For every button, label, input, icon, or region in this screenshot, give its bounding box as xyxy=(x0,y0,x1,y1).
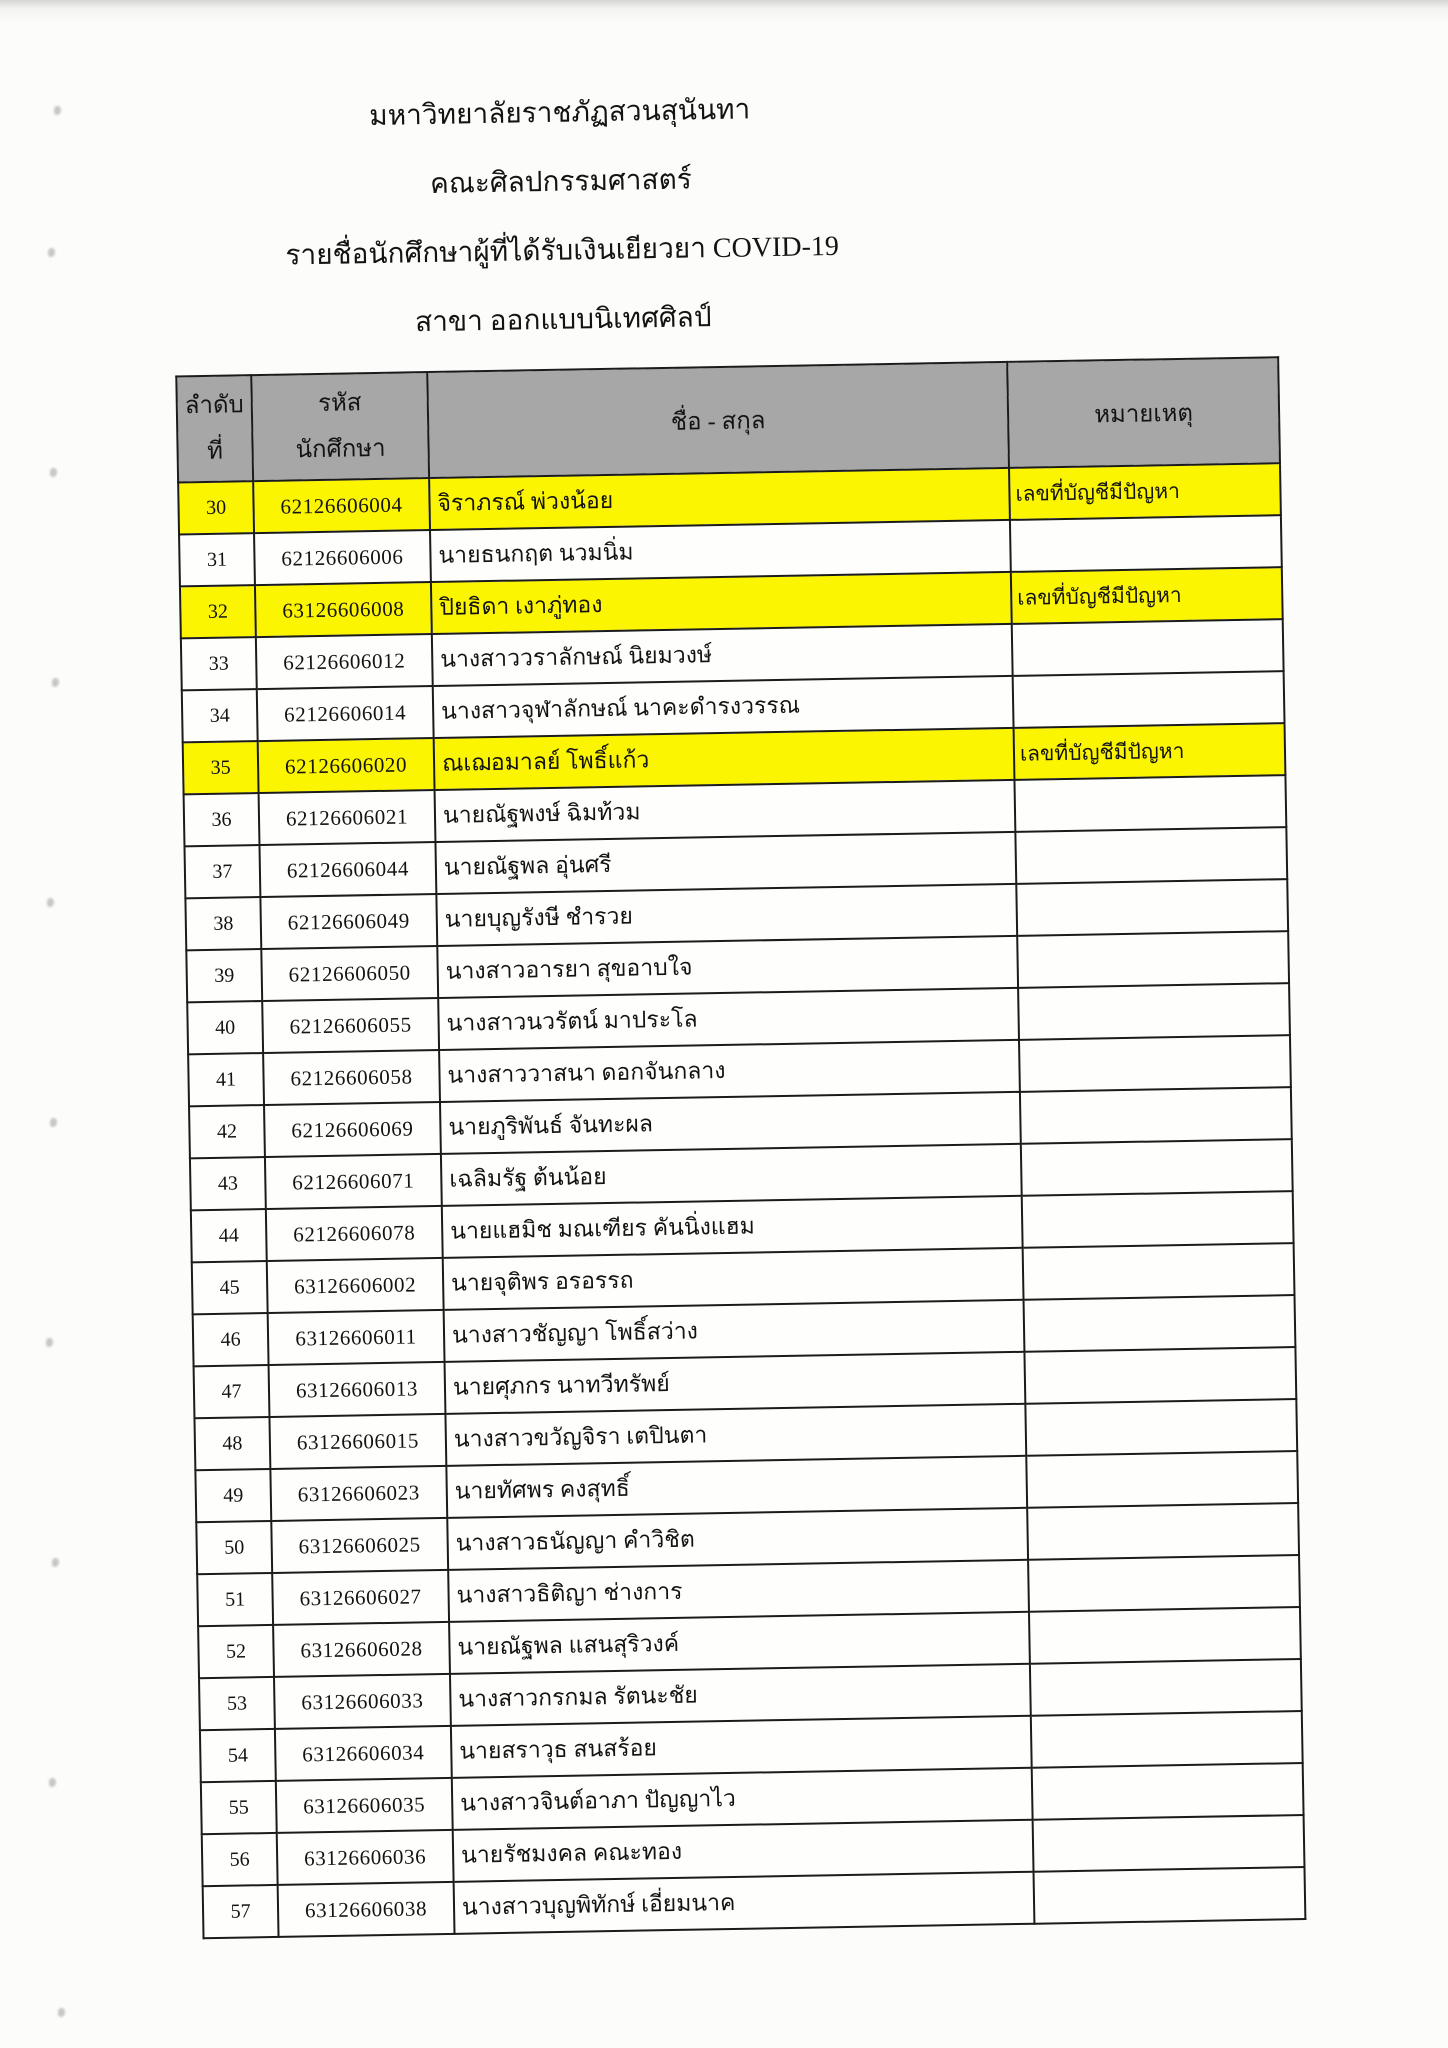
remark-cell xyxy=(1031,1711,1303,1768)
row-number-cell: 52 xyxy=(198,1625,274,1678)
row-number-cell: 47 xyxy=(194,1365,270,1418)
remark-cell xyxy=(1013,671,1285,728)
remark-cell xyxy=(1017,931,1289,988)
student-name-cell: นายแฮมิช มณเฑียร คันนิ่งแฮม xyxy=(442,1196,1023,1258)
student-name-cell: นายสราวุธ สนสร้อย xyxy=(451,1716,1032,1778)
student-id-cell: 63126606033 xyxy=(274,1674,451,1729)
row-number-cell: 48 xyxy=(194,1417,270,1470)
row-number-cell: 34 xyxy=(182,689,258,742)
student-name-cell: ปิยธิดา เงาภู่ทอง xyxy=(431,572,1012,634)
student-name-cell: นางสาวชัญญา โพธิ์สว่าง xyxy=(444,1300,1025,1362)
row-number-cell: 51 xyxy=(197,1573,273,1626)
student-id-cell: 62126606044 xyxy=(259,842,436,897)
column-header-order-number xyxy=(176,375,253,482)
student-id-cell: 62126606020 xyxy=(258,738,435,793)
remark-cell xyxy=(1020,1087,1292,1144)
row-number-cell: 49 xyxy=(195,1469,271,1522)
remark-cell xyxy=(1024,1347,1296,1404)
student-id-cell: 62126606071 xyxy=(265,1154,442,1209)
column-header-order-number-line2: ที่ xyxy=(206,438,224,465)
student-name-cell: นายณัฐพงษ์ ฉิมท้วม xyxy=(435,780,1016,842)
row-number-cell: 43 xyxy=(190,1157,266,1210)
student-name-cell: นางสาวจินต์อาภา ปัญญาไว xyxy=(452,1768,1033,1830)
remark-cell xyxy=(1010,515,1282,572)
column-header-student-id xyxy=(251,372,429,481)
row-number-cell: 54 xyxy=(200,1729,276,1782)
remark-cell xyxy=(1019,1035,1291,1092)
row-number-cell: 45 xyxy=(192,1261,268,1314)
remark-cell xyxy=(1023,1243,1295,1300)
remark-cell xyxy=(1022,1191,1294,1248)
column-header-name: ชื่อ - สกุล xyxy=(427,362,1009,478)
student-name-cell: นางสาวขวัญจิรา เตปินตา xyxy=(445,1404,1026,1466)
student-name-cell: นางสาววาสนา ดอกจันกลาง xyxy=(439,1040,1020,1102)
row-number-cell: 42 xyxy=(189,1105,265,1158)
remark-cell: เลขที่บัญชีมีปัญหา xyxy=(1011,567,1283,624)
student-name-cell: นางสาวนวรัตน์ มาประโล xyxy=(438,988,1019,1050)
row-number-cell: 57 xyxy=(203,1885,279,1938)
remark-cell xyxy=(1014,775,1286,832)
student-id-cell: 62126606049 xyxy=(260,894,437,949)
student-name-cell: นายณัฐพล อุ่นศรี xyxy=(435,832,1016,894)
student-id-cell: 63126606034 xyxy=(275,1726,452,1781)
row-number-cell: 39 xyxy=(186,949,262,1002)
row-number-cell: 31 xyxy=(179,533,255,586)
row-number-cell: 44 xyxy=(191,1209,267,1262)
student-name-cell: นายธนกฤต นวมนิ่ม xyxy=(430,520,1011,582)
student-name-cell: ณเฌอมาลย์ โพธิ์แก้ว xyxy=(434,728,1015,790)
remark-cell: เลขที่บัญชีมีปัญหา xyxy=(1009,463,1281,520)
remark-cell xyxy=(1027,1503,1299,1560)
student-id-cell: 63126606038 xyxy=(278,1882,455,1937)
row-number-cell: 35 xyxy=(183,741,259,794)
remark-cell xyxy=(1029,1607,1301,1664)
student-id-cell: 62126606078 xyxy=(266,1206,443,1261)
student-id-cell: 62126606050 xyxy=(261,946,438,1001)
student-id-cell: 63126606027 xyxy=(272,1570,449,1625)
remark-cell xyxy=(1024,1295,1296,1352)
row-number-cell: 38 xyxy=(185,897,261,950)
column-header-student-id-line2: นักศึกษา xyxy=(295,435,386,464)
remark-cell xyxy=(1032,1763,1304,1820)
student-name-cell: นางสาวจุฬาลักษณ์ นาคะดำรงวรรณ xyxy=(433,676,1014,738)
student-id-cell: 62126606004 xyxy=(253,478,430,533)
remark-cell: เลขที่บัญชีมีปัญหา xyxy=(1014,723,1286,780)
column-header-remark: หมายเหตุ xyxy=(1007,357,1280,468)
student-id-cell: 63126606013 xyxy=(269,1362,446,1417)
row-number-cell: 30 xyxy=(178,481,254,534)
student-name-cell: นางสาวธิติญา ช่างการ xyxy=(448,1560,1029,1622)
student-name-cell: นายทัศพร คงสุทธิ์ xyxy=(446,1456,1027,1518)
student-id-cell: 63126606008 xyxy=(255,582,432,637)
student-id-cell: 63126606028 xyxy=(273,1622,450,1677)
student-id-cell: 62126606058 xyxy=(263,1050,440,1105)
student-id-cell: 63126606002 xyxy=(267,1258,444,1313)
student-name-cell: นางสาวธนัญญา คำวิชิต xyxy=(447,1508,1028,1570)
row-number-cell: 40 xyxy=(187,1001,263,1054)
remark-cell xyxy=(1030,1659,1302,1716)
remark-cell xyxy=(1033,1815,1305,1872)
remark-cell xyxy=(1026,1451,1298,1508)
row-number-cell: 37 xyxy=(184,845,260,898)
student-name-cell: เฉลิมรัฐ ต้นน้อย xyxy=(441,1144,1022,1206)
student-id-cell: 62126606014 xyxy=(257,686,434,741)
remark-cell xyxy=(1012,619,1284,676)
row-number-cell: 55 xyxy=(201,1781,277,1834)
row-number-cell: 46 xyxy=(193,1313,269,1366)
student-name-cell: นางสาวกรกมล รัตนะชัย xyxy=(450,1664,1031,1726)
remark-cell xyxy=(1018,983,1290,1040)
faculty-name: คณะศิลปกรรมศาสตร์ xyxy=(429,164,693,200)
student-name-cell: นายภูริพันธ์ จันทะผล xyxy=(440,1092,1021,1154)
student-id-cell: 63126606025 xyxy=(271,1518,448,1573)
student-name-cell: นางสาวอารยา สุขอาบใจ xyxy=(437,936,1018,998)
student-roster-table xyxy=(175,356,1306,1939)
student-id-cell: 62126606006 xyxy=(254,530,431,585)
table-header-row xyxy=(176,357,1280,482)
program-name: สาขา ออกแบบนิเทศศิลป์ xyxy=(414,302,712,339)
document-title: รายชื่อนักศึกษาผู้ที่ได้รับเงินเยียวยา COVID-19 xyxy=(285,230,840,272)
student-name-cell: นายบุญรังษี ชำรวย xyxy=(436,884,1017,946)
remark-cell xyxy=(1016,879,1288,936)
remark-cell xyxy=(1015,827,1287,884)
student-id-cell: 62126606012 xyxy=(256,634,433,689)
university-name: มหาวิทยาลัยราชภัฏสวนสุนันทา xyxy=(368,94,751,133)
document-header xyxy=(175,72,948,361)
row-number-cell: 41 xyxy=(188,1053,264,1106)
student-name-cell: นางสาวบุญพิทักษ์ เอี่ยมนาค xyxy=(454,1872,1035,1934)
student-id-cell: 63126606015 xyxy=(269,1414,446,1469)
student-id-cell: 62126606069 xyxy=(264,1102,441,1157)
student-id-cell: 63126606011 xyxy=(268,1310,445,1365)
row-number-cell: 53 xyxy=(199,1677,275,1730)
remark-cell xyxy=(1025,1399,1297,1456)
student-name-cell: นายศุภกร นาทวีทรัพย์ xyxy=(445,1352,1026,1414)
student-id-cell: 63126606023 xyxy=(270,1466,447,1521)
row-number-cell: 32 xyxy=(180,585,256,638)
row-number-cell: 33 xyxy=(181,637,257,690)
student-name-cell: นายรัชมงคล คณะทอง xyxy=(453,1820,1034,1882)
student-id-cell: 63126606035 xyxy=(276,1778,453,1833)
remark-cell xyxy=(1034,1867,1306,1924)
student-name-cell: นางสาววราลักษณ์ นิยมวงษ์ xyxy=(432,624,1013,686)
row-number-cell: 36 xyxy=(184,793,260,846)
row-number-cell: 56 xyxy=(202,1833,278,1886)
student-id-cell: 63126606036 xyxy=(277,1830,454,1885)
row-number-cell: 50 xyxy=(196,1521,272,1574)
student-id-cell: 62126606021 xyxy=(259,790,436,845)
student-name-cell: จิราภรณ์ พ่วงน้อย xyxy=(429,468,1010,530)
student-name-cell: นายณัฐพล แสนสุริวงค์ xyxy=(449,1612,1030,1674)
column-header-student-id-line1: รหัส xyxy=(317,390,362,417)
student-name-cell: นายจุติพร อรอรรถ xyxy=(443,1248,1024,1310)
column-header-order-number-line1: ลำดับ xyxy=(184,392,245,420)
remark-cell xyxy=(1028,1555,1300,1612)
student-id-cell: 62126606055 xyxy=(262,998,439,1053)
remark-cell xyxy=(1021,1139,1293,1196)
